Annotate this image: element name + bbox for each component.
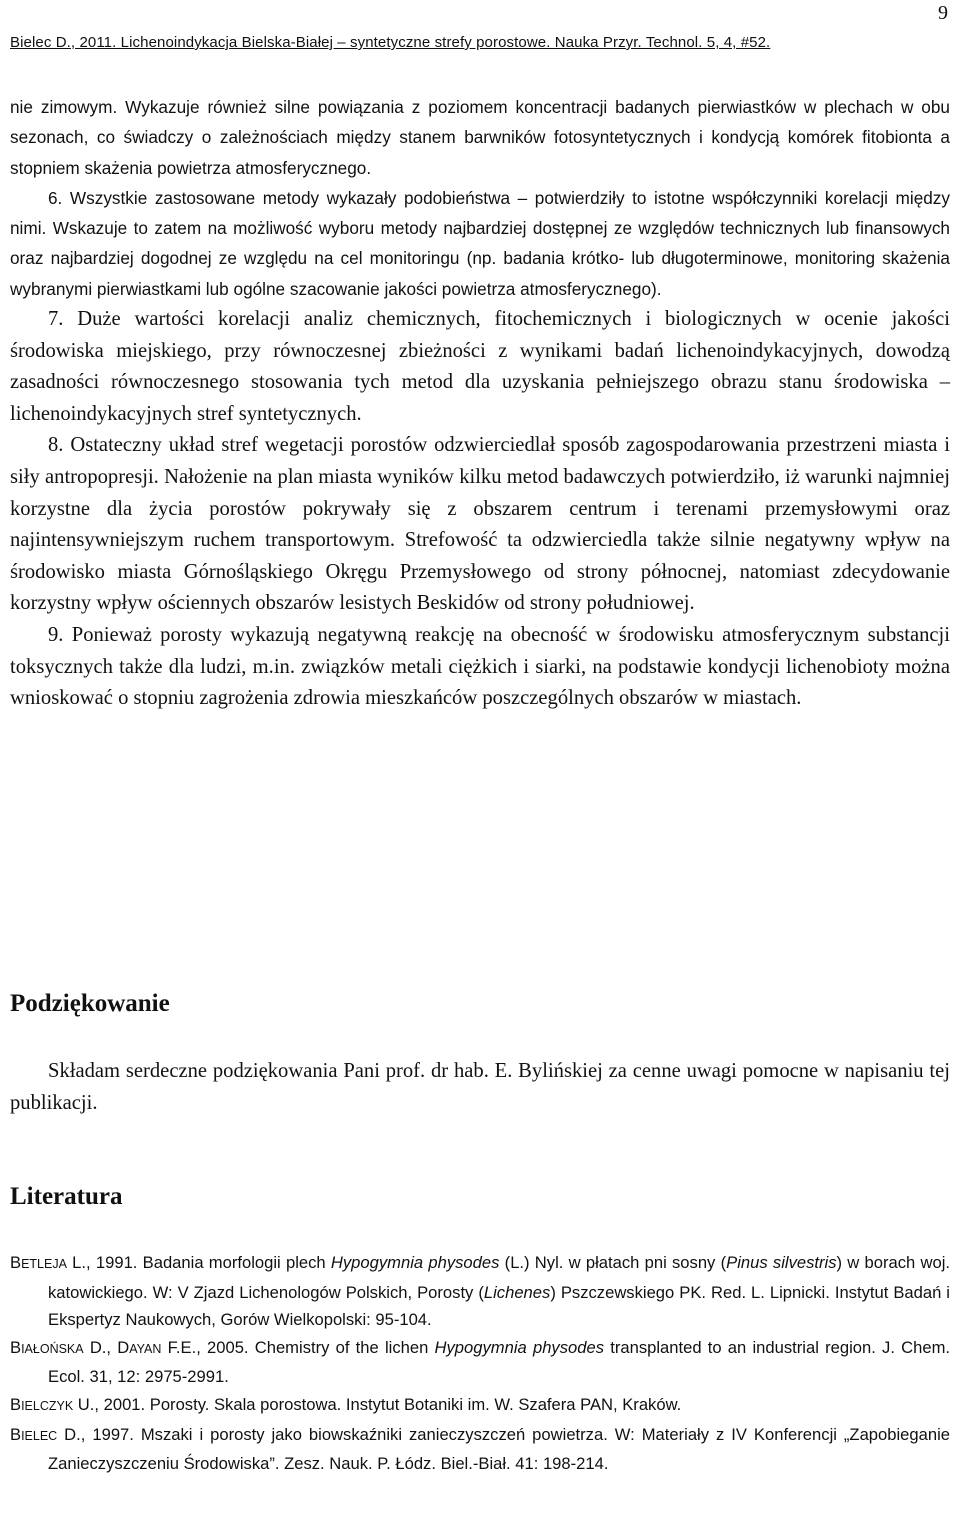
references-heading: Literatura [10,1183,123,1210]
conclusion-8: 8. Ostateczny układ stref wegetacji porostów odzwierciedlał sposób zagospodarowania przestrzeni miasta i siły antropopresji. Nałożenie na plan miasta wyników kilku metod badawczych potwierdziło, iż warunki najmniej korzystne dla życia porostów pokrywały się z obszarem centrum i terenami przemysłowymi oraz najintensywniejszym ruchem transportowym. Strefowość ta odzwierciedla także silnie negatywny wpływ na środowisko miasta Górnośląskiego Okręgu Przemysłowego od strony północnej, natomiast zdecydowanie korzystny wpływ ościennych obszarów lesistych Beskidów od strony południowej. [10,434,950,615]
conclusion-7: 7. Duże wartości korelacji analiz chemicznych, fitochemicznych i biologicznych w ocenie jakości środowiska miejskiego, przy równoczesnej zbieżności z wynikami badań lichenoindykacyjnych, dowodzą zasadności równoczesnego stosowania tych metod dla uzyskania pełniejszego obrazu stanu środowiska – lichenoindykacyjnych stref syntetycznych. [10,308,950,425]
acknowledgement-heading: Podziękowanie [10,990,170,1017]
conclusion-6: 6. Wszystkie zastosowane metody wykazały podobieństwa – potwierdziły to istotne współczynniki korelacji między nimi. Wskazuje to zatem na możliwość wyboru metody najbardziej dostępnej ze względów technicznych lub finansowych oraz najbardziej dogodnej ze względu na cel monitoringu (np. badania krótko- lub długoterminowe, monitoring skażenia wybranymi pierwiastkami lub ogólne szacowanie jakości powietrza atmosferycznego). [10,187,950,299]
running-header: Bielec D., 2011. Lichenoindykacja Bielska-Białej – syntetyczne strefy porostowe. Nauka Przyr. Technol. 5, 4, #52. [10,34,771,51]
references-list [10,1249,950,1478]
acknowledgement-section [10,1056,950,1119]
reference-item: BIELCZYK U., 2001. Porosty. Skala porostowa. Instytut Botaniki im. W. Szafera PAN, Kraków. [10,1394,682,1414]
page-number: 9 [938,2,948,24]
reference-item: BIELEC D., 1997. Mszaki i porosty jako biowskaźniki zanieczyszczeń powietrza. W: Materiały z IV Konferencji „Zapobieganie Zanieczyszczeniu Środowiska”. Zesz. Nauk. P. Łódz. Biel.-Biał. 41: 198-214. [10,1424,950,1474]
acknowledgement-text: Składam serdeczne podziękowania Pani prof. dr hab. E. Bylińskiej za cenne uwagi pomocne w napisaniu tej publikacji. [10,1060,950,1114]
conclusions-text [10,92,950,715]
reference-item: BETLEJA L., 1991. Badania morfologii plech Hypogymnia physodes (L.) Nyl. w płatach pni sosny (Pinus silvestris) w borach woj. katowickiego. W: V Zjazd Lichenologów Polskich, Porosty (Lichenes) Pszczewskiego PK. Red. L. Lipnicki. Instytut Badań i Ekspertyz Naukowych, Gorów Wielkopolski: 95-104. [10,1253,951,1330]
reference-item: BIAŁOŃSKA D., DAYAN F.E., 2005. Chemistry of the lichen Hypogymnia physodes transplanted to an industrial region. J. Chem. Ecol. 31, 12: 2975-2991. [10,1337,951,1387]
conclusion-9: 9. Ponieważ porosty wykazują negatywną reakcję na obecność w środowisku atmosferycznym substancji toksycznych także dla ludzi, m.in. związków metali ciężkich i siarki, na podstawie kondycji lichenobioty można wnioskować o stopniu zagrożenia zdrowia mieszkańców poszczególnych obszarów w miastach. [10,624,950,710]
paragraph-continuation: nie zimowym. Wykazuje również silne powiązania z poziomem koncentracji badanych pierwiastków w plechach w obu sezonach, co świadczy o zależnościach między stanem barwników fotosyntetycznych i kondycją komórek fitobionta a stopniem skażenia powietrza atmosferycznego. [10,97,950,178]
